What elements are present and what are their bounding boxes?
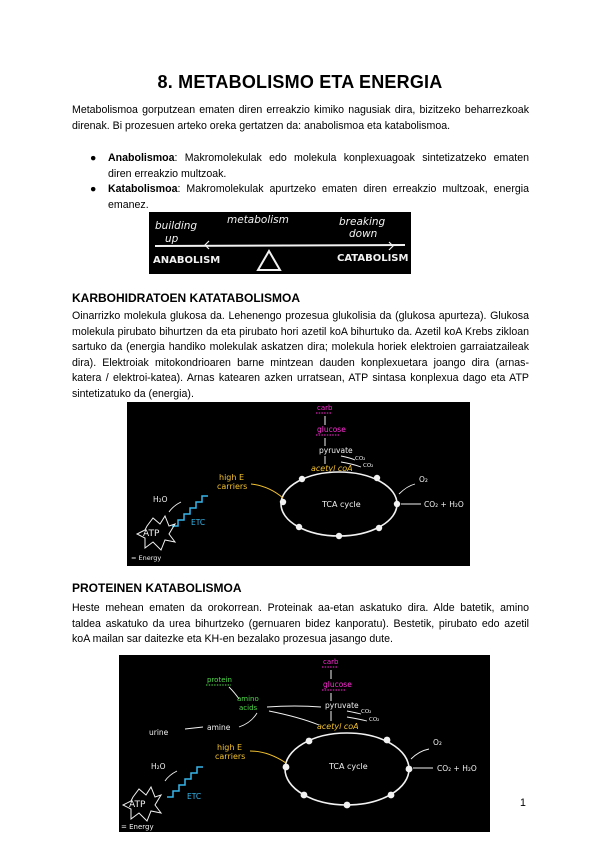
term-catabolism: Katabolismoa [108, 183, 178, 195]
intro-paragraph: Metabolismoa gorputzean ematen diren erreakzio kimiko nagusiak dira, bizitzeko beharrezkoak direnak. Bi prozesuen arteko oreka gertatzen da: anabolismoa eta katabolismoa. [72, 104, 529, 132]
bullet-icon: ● [90, 183, 97, 195]
tca-cycle-label: TCA cycle [329, 762, 368, 771]
pyruvate-label: pyruvate [319, 446, 353, 455]
term-anabolism: Anabolismoa [108, 152, 175, 164]
high-e-label: high E [217, 743, 243, 752]
co2-label-2: CO₂ [363, 463, 374, 469]
carbohydrates-paragraph: Oinarrizko molekula glukosa da. Lehenengo prozesua glukolisia da (glukosa apurteza). Glukosa molekula pirubato bihurtzen da eta pirubato hori azetil koA bihurtuko da. Azetil koA Krebs zikloan sartuko da (energia handiko molekulak askatzen dira; molekula horiek elektroien garraiatzaileak dira). Elektroiak mitokondrioaren barne mintzean dauden konplexuetara joango dira (arnas-katera / elektroi-katea). Arnas katearen azken urratsean, ATP sintasa konplexua dago eta ATP sintetizatuko da (energia). [72, 310, 529, 400]
bullet-icon: ● [90, 152, 97, 164]
breaking-label: breaking [339, 216, 386, 228]
atp-label: ATP [143, 529, 160, 539]
proteins-paragraph: Heste mehean ematen da orokorrean. Proteinak aa-etan askatuko dira. Alde batetik, amino taldea askatuko da urea bihurtzeko (gernuaren bidez kanporatu). Bestetik, pirubato edo azetil koA mailan sar daitezke eta KH-en bezalako prozesua jasango dute. [72, 602, 529, 645]
o2-label: O₂ [419, 475, 428, 484]
metabolism-balance-figure [149, 212, 411, 274]
h2o-arrow [165, 771, 177, 781]
products-label: CO₂ + H₂O [424, 500, 464, 509]
balance-beam [155, 245, 405, 246]
atp-label: ATP [129, 800, 146, 810]
definition-list [72, 151, 529, 213]
glucose-label: glucose [317, 425, 346, 434]
products-label: CO₂ + H₂O [437, 764, 477, 773]
arrow-amine-urine [185, 727, 203, 729]
amino-to-cycle-arrows [267, 706, 321, 725]
acetyl-coa-label: acetyl coA [317, 722, 359, 731]
h2o-label: H₂O [151, 762, 166, 771]
glucose-label: glucose [323, 680, 352, 689]
carb-label: carb [323, 658, 339, 666]
carriers-arrow [250, 751, 286, 763]
building-label: building [155, 220, 198, 232]
etc-label: ETC [187, 792, 202, 801]
carriers-label: carriers [215, 752, 246, 761]
acetyl-coa-label: acetyl coA [311, 464, 353, 473]
urine-label: urine [149, 728, 169, 737]
page-title: 8. METABOLISMO ETA ENERGIA [157, 72, 443, 92]
page-number: 1 [520, 797, 526, 809]
high-e-label: high E [219, 473, 245, 482]
tca-cycle-label: TCA cycle [322, 500, 361, 509]
co2-label-1: CO₂ [361, 709, 372, 715]
definition-anabolism: : Makromolekulak edo molekula konplexuagoak sintetizatzeko ematen diren erreakzio multzoak. [108, 152, 529, 180]
catabolism-label: CATABOLISM [337, 253, 409, 264]
acids-label: acids [239, 704, 258, 712]
carbohydrate-catabolism-figure [127, 402, 470, 566]
h2o-arrow [169, 502, 181, 512]
cycle-intermediates [283, 737, 413, 809]
bullet-anabolism [72, 151, 529, 182]
pyruvate-label: pyruvate [325, 701, 359, 710]
section-heading-proteins: PROTEINEN KATABOLISMOA [72, 581, 242, 595]
anabolism-label: ANABOLISM [153, 255, 221, 266]
h2o-label: H₂O [153, 495, 168, 504]
carriers-label: carriers [217, 482, 248, 491]
co2-label-2: CO₂ [369, 717, 380, 723]
protein-label: protein [207, 676, 232, 684]
amino-label: amino [237, 695, 259, 703]
metabolism-label: metabolism [227, 214, 289, 226]
co2-label-1: CO₂ [355, 456, 366, 462]
section-heading-carbohydrates: KARBOHIDRATOEN KATATABOLISMOA [72, 291, 300, 305]
etc-label: ETC [191, 518, 206, 527]
amine-label: amine [207, 723, 231, 732]
o2-arrow [399, 484, 415, 494]
up-label: up [165, 233, 179, 245]
energy-label: = Energy [121, 823, 154, 831]
carb-label: carb [317, 404, 333, 412]
down-label: down [349, 228, 378, 240]
arrow-amino-amine [239, 713, 257, 727]
energy-label: = Energy [131, 554, 162, 562]
carriers-arrow [251, 484, 283, 498]
o2-arrow [411, 749, 429, 759]
definition-catabolism: : Makromolekulak apurtzeko ematen diren erreakzio multzoak, energia emanez. [108, 183, 529, 211]
protein-catabolism-figure [119, 655, 490, 832]
o2-label: O₂ [433, 738, 442, 747]
fulcrum-triangle-icon [258, 251, 280, 270]
bullet-catabolism [72, 182, 529, 213]
